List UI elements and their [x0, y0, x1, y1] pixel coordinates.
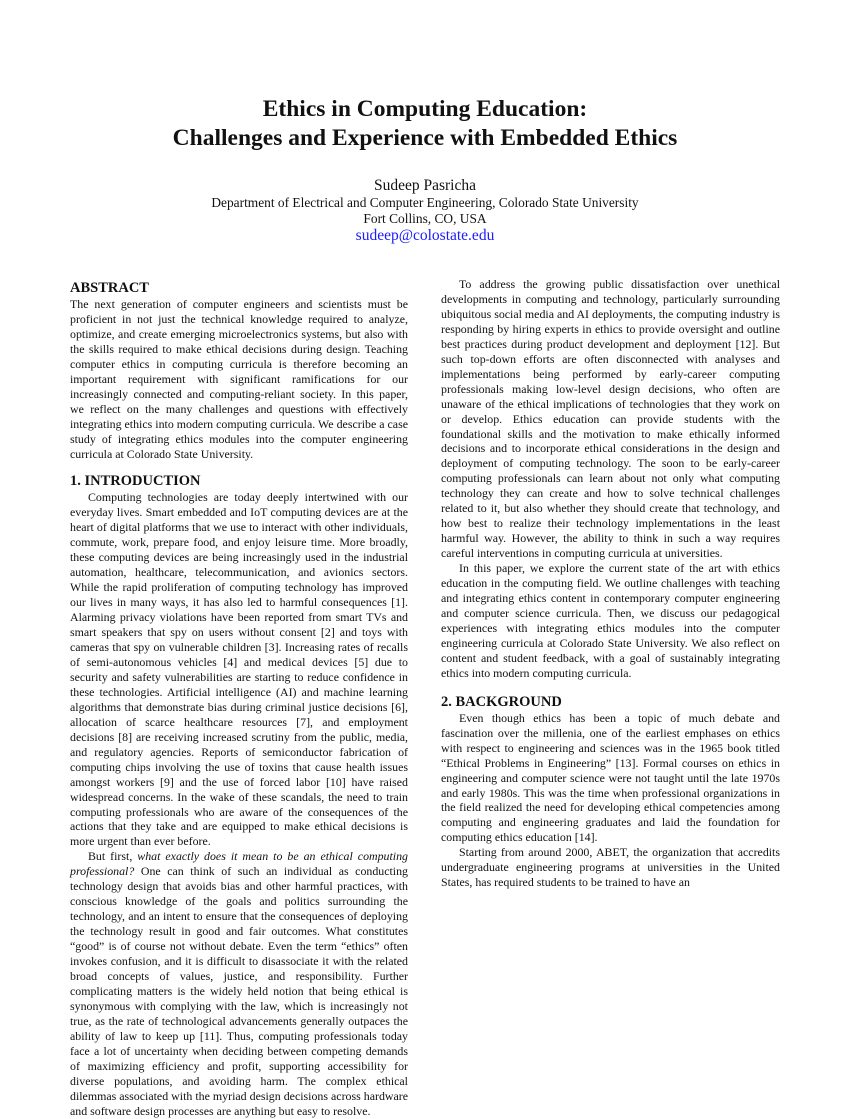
- author-affiliation: Department of Electrical and Computer Engineering, Colorado State University: [211, 195, 639, 210]
- right-column: [441, 277, 780, 890]
- italic-question: what exactly does it mean to be an ethical computing professional?: [70, 849, 408, 879]
- author-name: Sudeep Pasricha: [373, 177, 476, 194]
- left-column: [70, 280, 408, 1119]
- paragraph-lead-text: But first,: [88, 849, 138, 864]
- introduction-paragraph-4: In this paper, we explore the current state of the art with ethics education in the computing field. We outline challenges with teaching and integrating ethics content in contemporary computer engineering and computer science curricula. Then, we discuss our pedagogical experiences with integrating ethics modules into the computer engineering curricula at Colorado State University. We also reflect on content and student feedback, with a goal of sustainably integrating ethics into modern computing curricula.: [441, 561, 780, 680]
- introduction-paragraph-3: To address the growing public dissatisfaction over unethical developments in computing and technology, particularly surrounding ubiquitous social media and AI deployments, the computing industry is responding by hiring experts in ethics to provide oversight and outline best practices during product development and deployment [12]. But such top-down efforts are often disconnected with analyses and implementations being performed by early-career computing professionals making low-level design decisions, who often are unaware of the ethical implications of technologies that they work on or develop. Ethics education can provide students with the foundational skills and the motivation to make ethically informed decisions and to incorporate ethical considerations in the design and deployment of computing technology. The soon to be early-career computing professionals can learn about not only what computing technology they can create and how to solve technical challenges related to it, but also whether they should create that technology, and how best to realize their technology implementations in the least harmful way. However, the ability to think in such a way requires careful interventions in computing curricula at universities.: [441, 277, 780, 561]
- background-paragraph-1: Even though ethics has been a topic of much debate and fascination over the millenia, one of the earliest emphases on ethics with respect to engineering and sciences was in the 1965 book titled “Ethical Problems in Engineering” [13]. Formal courses on ethics in engineering and computer science were not taught until the late 1970s and early 1980s. This was the time when professional organizations in the field realized the need for developing ethical competencies among computing and engineering graduates and laid the foundation for computing ethics education [14].: [441, 710, 780, 845]
- background-paragraph-2: Starting from around 2000, ABET, the organization that accredits undergraduate engineering programs at universities in the United States, has required students to be trained to have an: [441, 845, 780, 890]
- abstract-text: The next generation of computer engineers and scientists must be proficient in not just the technical knowledge required to analyze, optimize, and create emerging microelectronics systems, but also with the skills required to make ethical decisions during design. Teaching computer ethics in computing curricula is therefore becoming an important requirement with significant ramifications for our increasingly connected and computing-reliant society. In this paper, we reflect on the many challenges and questions with effectively integrating ethics into modern computing curricula. We describe a case study of integrating ethics modules into the computer engineering curricula at Colorado State University.: [70, 297, 408, 461]
- paper-title-line-1: Ethics in Computing Education:: [262, 96, 588, 122]
- paper-title-line-2: Challenges and Experience with Embedded Ethics: [172, 125, 678, 151]
- introduction-paragraph-2: [70, 849, 408, 1118]
- author-email-link[interactable]: sudeep@colostate.edu: [355, 227, 495, 244]
- introduction-heading: 1. INTRODUCTION: [70, 473, 201, 490]
- paragraph-continued-text: One can think of such an individual as conducting technology design that avoids bias and other harmful practices, with conscious knowledge of the goals and politics surrounding the technology, and an intent to ensure that the consequences of deploying the technology result in good and fair outcomes. What constitutes “good” is of course not without debate. Even the term “ethics” often invokes confusion, and it is difficult to disassociate it with the related broad concepts of values, justice, and responsibility. Further complicating matters is the widely held notion that being ethical is synonymous with complying with the law, which is increasingly not true, as the rate of technological advancements generally outpaces the ability of law to keep up [11]. Thus, computing professionals today face a lot of uncertainty when deciding between competing demands of maximizing efficiency and profit, supporting accessibility for diverse populations, and avoiding harm. The complex ethical dilemmas associated with the myriad design decisions across hardware and software design processes are anything but easy to resolve.: [70, 864, 408, 1118]
- introduction-paragraph-1: Computing technologies are today deeply intertwined with our everyday lives. Smart embedded and IoT computing devices are at the heart of digital platforms that we use to interact with other individuals, commute, work, prepare food, and enjoy leisure time. More broadly, these computing devices are being increasingly used in the industrial automation, healthcare, telecommunication, and avionics sectors. While the rapid proliferation of computing technology has improved our lives in many ways, it has also led to harmful consequences [1]. Alarming privacy violations have been reported from smart TVs and smart speakers that spy on users without consent [2] and toys with cameras that spy on vulnerable children [3]. Increasing rates of recalls of semi-autonomous vehicles [4] and medical devices [5] due to security and safety vulnerabilities are starting to reduce confidence in these technologies. Artificial intelligence (AI) and machine learning algorithms that demonstrate bias during criminal justice decisions [6], allocation of scarce healthcare resources [7], and employment decisions [8] are receiving increased scrutiny from the public, media, and regulatory agencies. Reports of semiconductor fabrication of computing chips involving the use of toxins that cause health issues amongst workers [9] and the use of forced labor [10] have raised widespread concerns. In the wake of these scandals, the need to train computing professionals who are aware of the consequences of the actions that they take and are equipped to make ethical decisions is more urgent than ever before.: [70, 490, 408, 849]
- author-location: Fort Collins, CO, USA: [363, 211, 487, 226]
- background-heading: 2. BACKGROUND: [441, 693, 562, 710]
- abstract-heading: ABSTRACT: [70, 280, 149, 296]
